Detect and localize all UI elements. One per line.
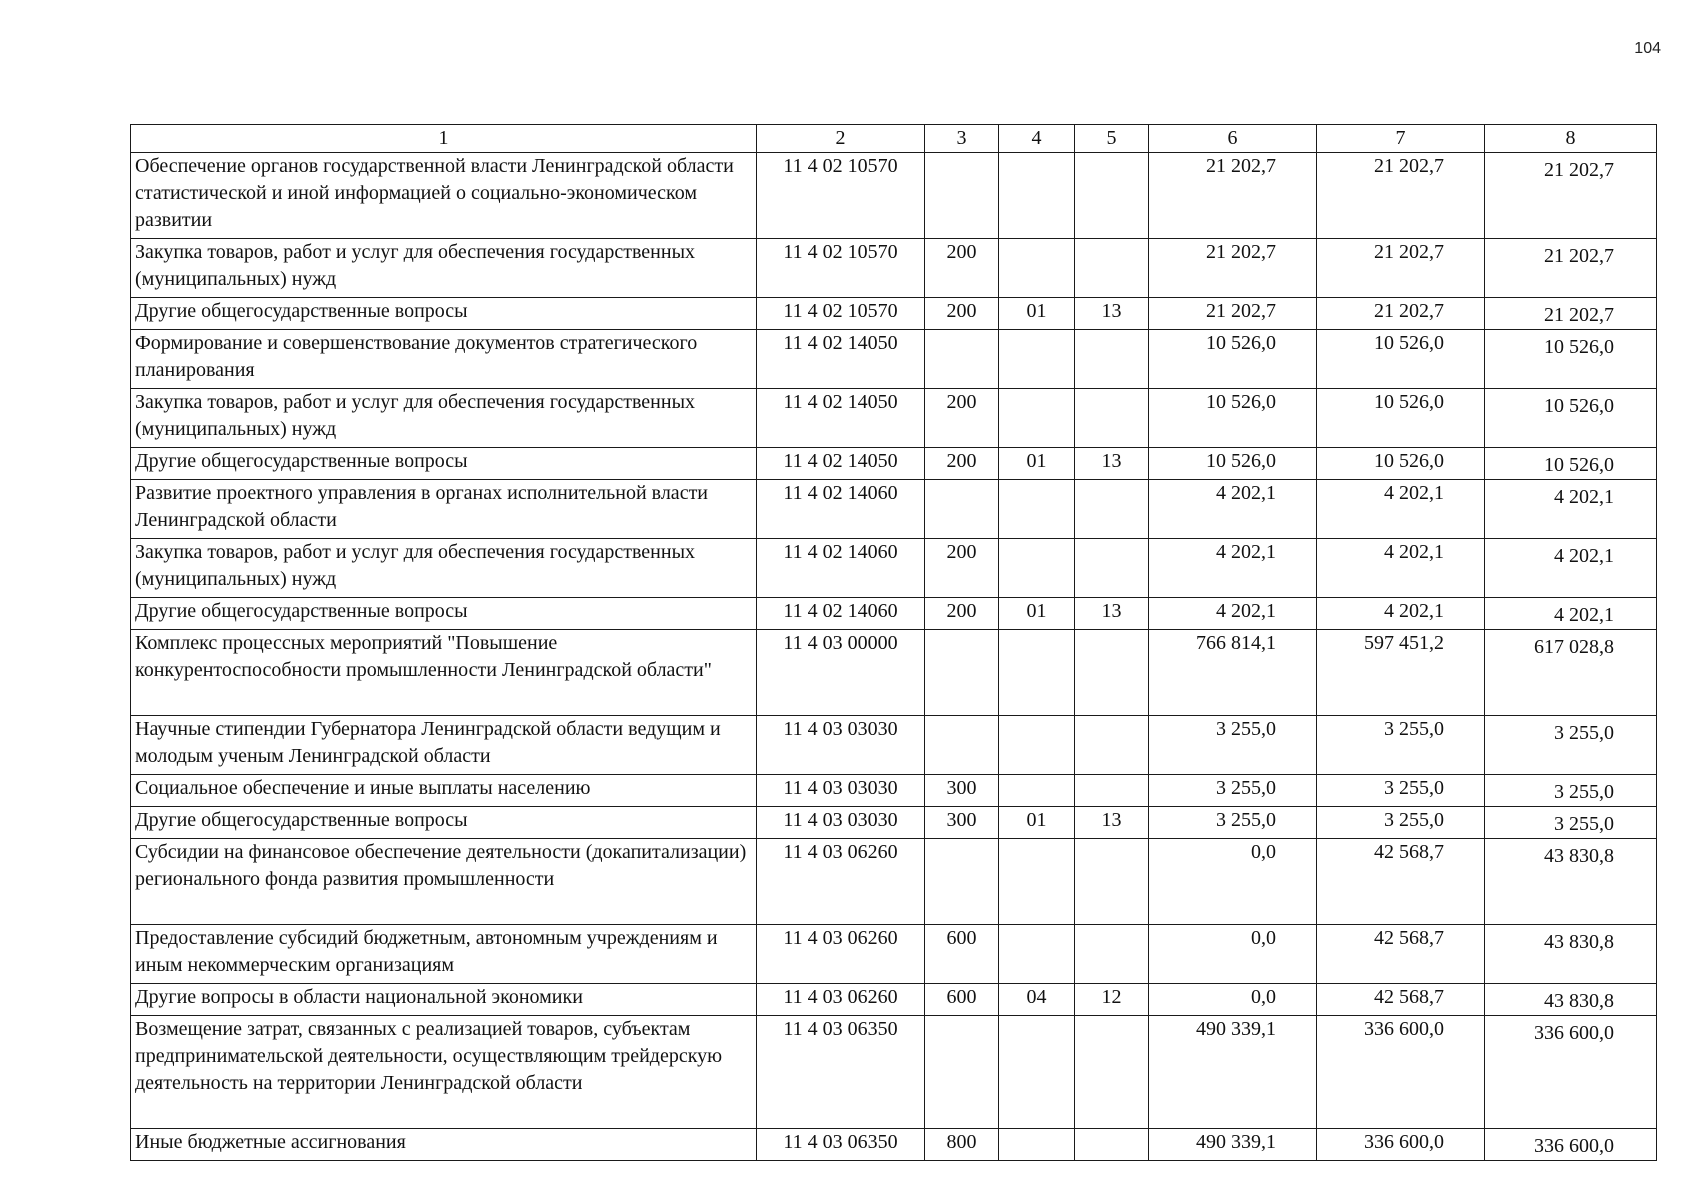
row-value7-cell: 4 202,1	[1317, 539, 1485, 598]
row-col3-cell: 600	[925, 925, 999, 984]
row-value6-cell: 4 202,1	[1149, 480, 1317, 539]
row-code-cell: 11 4 02 14060	[757, 539, 925, 598]
header-cell: 3	[925, 125, 999, 153]
row-value8-cell: 3 255,0	[1485, 807, 1657, 839]
row-value8-cell: 10 526,0	[1485, 389, 1657, 448]
row-col4-cell	[999, 480, 1075, 539]
row-value7-cell: 10 526,0	[1317, 330, 1485, 389]
row-value7-cell: 42 568,7	[1317, 925, 1485, 984]
header-cell: 8	[1485, 125, 1657, 153]
row-col3-cell	[925, 330, 999, 389]
table-row	[131, 839, 1657, 925]
row-value6-cell: 21 202,7	[1149, 298, 1317, 330]
row-col4-cell	[999, 330, 1075, 389]
row-name-cell: Развитие проектного управления в органах исполнительной власти Ленинградской области	[131, 480, 757, 539]
row-col4-cell: 01	[999, 807, 1075, 839]
header-cell: 4	[999, 125, 1075, 153]
row-col3-cell: 200	[925, 239, 999, 298]
row-value7-cell: 42 568,7	[1317, 839, 1485, 925]
row-col4-cell	[999, 539, 1075, 598]
row-col3-cell	[925, 480, 999, 539]
row-col5-cell	[1075, 389, 1149, 448]
row-value8-cell: 21 202,7	[1485, 153, 1657, 239]
row-col3-cell: 200	[925, 389, 999, 448]
row-col4-cell	[999, 389, 1075, 448]
table-row	[131, 389, 1657, 448]
row-col4-cell: 04	[999, 984, 1075, 1016]
row-col5-cell	[1075, 539, 1149, 598]
row-value7-cell: 336 600,0	[1317, 1016, 1485, 1129]
table-row	[131, 239, 1657, 298]
row-col3-cell: 200	[925, 539, 999, 598]
row-code-cell: 11 4 02 10570	[757, 153, 925, 239]
row-value6-cell: 4 202,1	[1149, 539, 1317, 598]
row-name-cell: Другие общегосударственные вопросы	[131, 448, 757, 480]
row-value8-cell: 617 028,8	[1485, 630, 1657, 716]
row-value8-cell: 336 600,0	[1485, 1129, 1657, 1161]
row-name-cell: Научные стипендии Губернатора Ленинградской области ведущим и молодым ученым Ленинградской области	[131, 716, 757, 775]
row-value7-cell: 3 255,0	[1317, 716, 1485, 775]
page-number: 104	[1634, 40, 1661, 57]
row-name-cell: Другие общегосударственные вопросы	[131, 598, 757, 630]
row-value7-cell: 4 202,1	[1317, 480, 1485, 539]
row-value8-cell: 43 830,8	[1485, 925, 1657, 984]
row-col5-cell	[1075, 480, 1149, 539]
table-row	[131, 480, 1657, 539]
row-value7-cell: 597 451,2	[1317, 630, 1485, 716]
row-value8-cell: 21 202,7	[1485, 298, 1657, 330]
row-col5-cell	[1075, 630, 1149, 716]
row-value6-cell: 10 526,0	[1149, 389, 1317, 448]
row-name-cell: Другие вопросы в области национальной экономики	[131, 984, 757, 1016]
table-row	[131, 807, 1657, 839]
row-col4-cell	[999, 153, 1075, 239]
row-col3-cell: 200	[925, 298, 999, 330]
row-col5-cell	[1075, 153, 1149, 239]
header-cell: 2	[757, 125, 925, 153]
table-row	[131, 984, 1657, 1016]
table-row	[131, 630, 1657, 716]
row-name-cell: Возмещение затрат, связанных с реализацией товаров, субъектам предпринимательской деятельности, осуществляющим трейдерскую деятельность на территории Ленинградской области	[131, 1016, 757, 1129]
row-col4-cell	[999, 716, 1075, 775]
row-col5-cell	[1075, 1016, 1149, 1129]
row-name-cell: Субсидии на финансовое обеспечение деятельности (докапитализации) регионального фонда развития промышленности	[131, 839, 757, 925]
row-col3-cell	[925, 716, 999, 775]
row-col3-cell	[925, 153, 999, 239]
header-cell: 1	[131, 125, 757, 153]
row-col3-cell: 300	[925, 775, 999, 807]
row-code-cell: 11 4 03 06350	[757, 1016, 925, 1129]
row-value8-cell: 4 202,1	[1485, 598, 1657, 630]
row-code-cell: 11 4 02 14060	[757, 480, 925, 539]
row-value8-cell: 336 600,0	[1485, 1016, 1657, 1129]
row-value6-cell: 3 255,0	[1149, 716, 1317, 775]
row-col4-cell: 01	[999, 448, 1075, 480]
row-value7-cell: 21 202,7	[1317, 153, 1485, 239]
row-code-cell: 11 4 03 06260	[757, 984, 925, 1016]
row-code-cell: 11 4 02 10570	[757, 239, 925, 298]
budget-table	[130, 124, 1657, 1161]
row-value6-cell: 0,0	[1149, 839, 1317, 925]
row-name-cell: Обеспечение органов государственной власти Ленинградской области статистической и иной информацией о социально-экономическом развитии	[131, 153, 757, 239]
row-value7-cell: 42 568,7	[1317, 984, 1485, 1016]
row-col4-cell	[999, 1016, 1075, 1129]
table-row	[131, 716, 1657, 775]
row-value6-cell: 766 814,1	[1149, 630, 1317, 716]
row-name-cell: Предоставление субсидий бюджетным, автономным учреждениям и иным некоммерческим организациям	[131, 925, 757, 984]
row-value8-cell: 10 526,0	[1485, 330, 1657, 389]
row-value6-cell: 21 202,7	[1149, 153, 1317, 239]
row-col3-cell: 300	[925, 807, 999, 839]
table-row	[131, 330, 1657, 389]
row-value8-cell: 43 830,8	[1485, 984, 1657, 1016]
row-col5-cell: 13	[1075, 598, 1149, 630]
table-row	[131, 775, 1657, 807]
table-row	[131, 539, 1657, 598]
row-col5-cell	[1075, 925, 1149, 984]
row-value8-cell: 3 255,0	[1485, 775, 1657, 807]
row-code-cell: 11 4 03 03030	[757, 716, 925, 775]
row-value7-cell: 21 202,7	[1317, 298, 1485, 330]
row-value6-cell: 0,0	[1149, 925, 1317, 984]
row-col3-cell	[925, 1016, 999, 1129]
row-value8-cell: 43 830,8	[1485, 839, 1657, 925]
row-code-cell: 11 4 02 14060	[757, 598, 925, 630]
table-row	[131, 448, 1657, 480]
row-col5-cell	[1075, 330, 1149, 389]
row-value6-cell: 3 255,0	[1149, 775, 1317, 807]
row-value7-cell: 21 202,7	[1317, 239, 1485, 298]
row-value6-cell: 10 526,0	[1149, 448, 1317, 480]
row-value6-cell: 0,0	[1149, 984, 1317, 1016]
row-value7-cell: 3 255,0	[1317, 807, 1485, 839]
table-header-row	[131, 125, 1657, 153]
row-col4-cell	[999, 630, 1075, 716]
row-col4-cell	[999, 925, 1075, 984]
row-value6-cell: 10 526,0	[1149, 330, 1317, 389]
row-col5-cell	[1075, 1129, 1149, 1161]
row-code-cell: 11 4 03 06260	[757, 839, 925, 925]
row-value6-cell: 4 202,1	[1149, 598, 1317, 630]
row-name-cell: Закупка товаров, работ и услуг для обеспечения государственных (муниципальных) нужд	[131, 239, 757, 298]
header-cell: 7	[1317, 125, 1485, 153]
row-col4-cell: 01	[999, 598, 1075, 630]
row-col5-cell: 13	[1075, 807, 1149, 839]
row-code-cell: 11 4 02 14050	[757, 330, 925, 389]
row-value6-cell: 490 339,1	[1149, 1129, 1317, 1161]
table-row	[131, 153, 1657, 239]
table-row	[131, 1016, 1657, 1129]
row-col4-cell	[999, 839, 1075, 925]
row-code-cell: 11 4 03 06260	[757, 925, 925, 984]
row-value8-cell: 3 255,0	[1485, 716, 1657, 775]
row-value6-cell: 490 339,1	[1149, 1016, 1317, 1129]
row-value8-cell: 4 202,1	[1485, 480, 1657, 539]
row-col3-cell: 600	[925, 984, 999, 1016]
row-col5-cell	[1075, 716, 1149, 775]
table-body	[131, 153, 1657, 1161]
row-name-cell: Комплекс процессных мероприятий "Повышение конкурентоспособности промышленности Ленинградской области"	[131, 630, 757, 716]
row-col3-cell	[925, 839, 999, 925]
row-col5-cell: 12	[1075, 984, 1149, 1016]
row-value6-cell: 21 202,7	[1149, 239, 1317, 298]
row-value7-cell: 10 526,0	[1317, 448, 1485, 480]
row-value7-cell: 4 202,1	[1317, 598, 1485, 630]
row-col5-cell: 13	[1075, 448, 1149, 480]
row-value8-cell: 21 202,7	[1485, 239, 1657, 298]
row-name-cell: Другие общегосударственные вопросы	[131, 298, 757, 330]
header-cell: 5	[1075, 125, 1149, 153]
row-col5-cell	[1075, 239, 1149, 298]
row-code-cell: 11 4 02 14050	[757, 448, 925, 480]
row-value7-cell: 3 255,0	[1317, 775, 1485, 807]
row-code-cell: 11 4 03 00000	[757, 630, 925, 716]
row-col4-cell: 01	[999, 298, 1075, 330]
table-row	[131, 925, 1657, 984]
row-col3-cell: 200	[925, 598, 999, 630]
row-col4-cell	[999, 239, 1075, 298]
row-name-cell: Другие общегосударственные вопросы	[131, 807, 757, 839]
table-row	[131, 298, 1657, 330]
row-value8-cell: 4 202,1	[1485, 539, 1657, 598]
row-value8-cell: 10 526,0	[1485, 448, 1657, 480]
row-col4-cell	[999, 1129, 1075, 1161]
row-code-cell: 11 4 03 06350	[757, 1129, 925, 1161]
row-value7-cell: 336 600,0	[1317, 1129, 1485, 1161]
row-col3-cell: 800	[925, 1129, 999, 1161]
table-row	[131, 1129, 1657, 1161]
row-name-cell: Закупка товаров, работ и услуг для обеспечения государственных (муниципальных) нужд	[131, 389, 757, 448]
table-row	[131, 598, 1657, 630]
row-value6-cell: 3 255,0	[1149, 807, 1317, 839]
row-name-cell: Социальное обеспечение и иные выплаты населению	[131, 775, 757, 807]
row-code-cell: 11 4 02 14050	[757, 389, 925, 448]
row-col5-cell	[1075, 775, 1149, 807]
row-col5-cell	[1075, 839, 1149, 925]
header-cell: 6	[1149, 125, 1317, 153]
row-code-cell: 11 4 03 03030	[757, 807, 925, 839]
row-col5-cell: 13	[1075, 298, 1149, 330]
row-code-cell: 11 4 03 03030	[757, 775, 925, 807]
row-col3-cell: 200	[925, 448, 999, 480]
row-code-cell: 11 4 02 10570	[757, 298, 925, 330]
row-name-cell: Закупка товаров, работ и услуг для обеспечения государственных (муниципальных) нужд	[131, 539, 757, 598]
row-value7-cell: 10 526,0	[1317, 389, 1485, 448]
row-col3-cell	[925, 630, 999, 716]
row-name-cell: Иные бюджетные ассигнования	[131, 1129, 757, 1161]
row-name-cell: Формирование и совершенствование документов стратегического планирования	[131, 330, 757, 389]
row-col4-cell	[999, 775, 1075, 807]
